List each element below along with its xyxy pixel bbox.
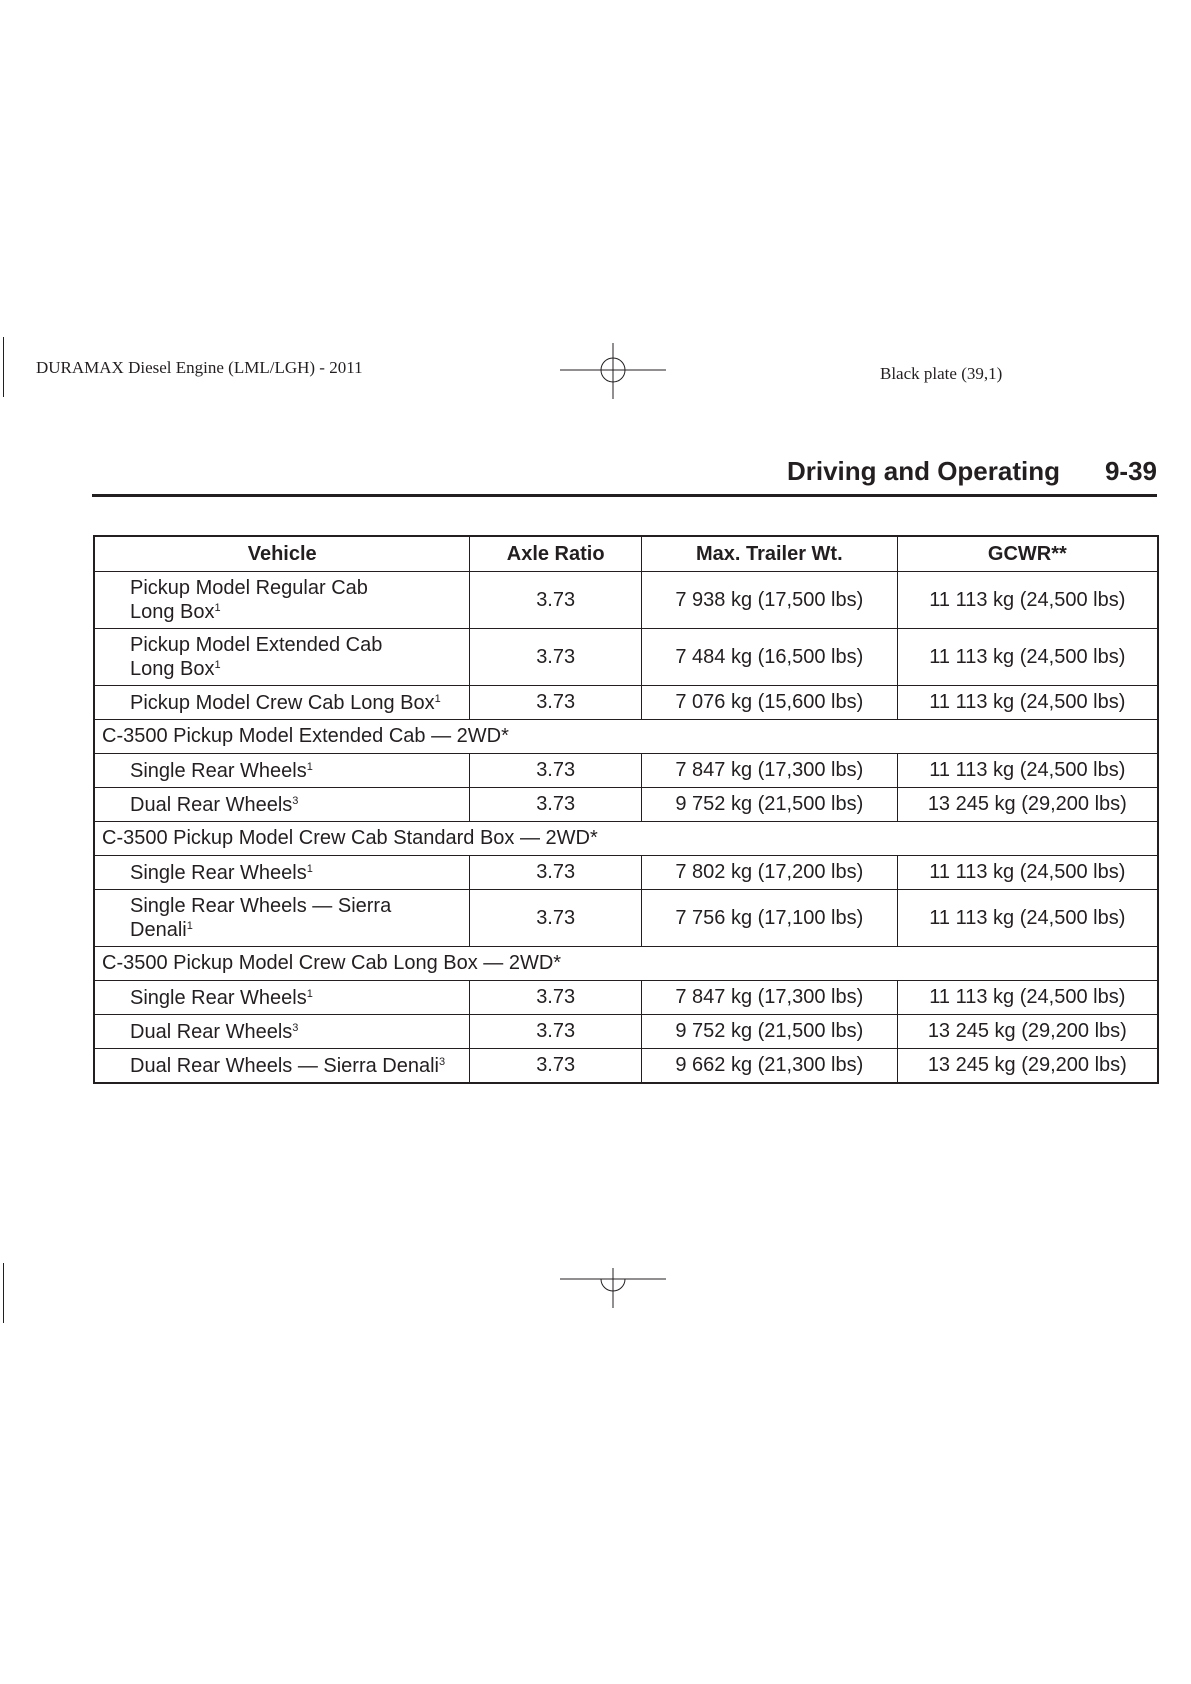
gcwr-cell: 11 113 kg (24,500 lbs) <box>897 890 1158 947</box>
trailer-weight-cell: 9 662 kg (21,300 lbs) <box>641 1049 897 1084</box>
table-row <box>94 856 1158 890</box>
table-row <box>94 981 1158 1015</box>
axle-ratio-cell: 3.73 <box>470 856 642 890</box>
table-header-row <box>94 536 1158 572</box>
section-title: Driving and Operating <box>786 456 1060 486</box>
trailer-weight-cell: 9 752 kg (21,500 lbs) <box>641 1015 897 1049</box>
axle-ratio-cell: 3.73 <box>470 1049 642 1084</box>
group-label: C-3500 Pickup Model Extended Cab — 2WD* <box>94 720 1158 754</box>
trailer-weight-cell: 7 756 kg (17,100 lbs) <box>641 890 897 947</box>
vehicle-cell: Single Rear Wheels$^1$ <box>94 981 470 1015</box>
vehicle-cell: Dual Rear Wheels$^3$ <box>94 788 470 822</box>
gcwr-cell: 11 113 kg (24,500 lbs) <box>897 856 1158 890</box>
trailer-weight-cell: 7 847 kg (17,300 lbs) <box>641 754 897 788</box>
footnote-marker: 3 <box>292 794 299 807</box>
vehicle-cell: Dual Rear Wheels — Sierra Denali$^3$ <box>94 1049 470 1084</box>
gcwr-cell: 13 245 kg (29,200 lbs) <box>897 1049 1158 1084</box>
trailer-weight-cell: 7 484 kg (16,500 lbs) <box>641 629 897 686</box>
vehicle-cell: Single Rear Wheels$^1$ <box>94 856 470 890</box>
trailer-weight-cell: 7 847 kg (17,300 lbs) <box>641 981 897 1015</box>
column-header-axle-ratio: Axle Ratio <box>470 536 642 572</box>
trailer-weight-cell: 7 802 kg (17,200 lbs) <box>641 856 897 890</box>
table-group-row <box>94 947 1158 981</box>
table-row <box>94 1015 1158 1049</box>
table-row <box>94 788 1158 822</box>
axle-ratio-cell: 3.73 <box>470 788 642 822</box>
table-group-row <box>94 720 1158 754</box>
table-row <box>94 754 1158 788</box>
axle-ratio-cell: 3.73 <box>470 1015 642 1049</box>
trailer-weight-cell: 7 938 kg (17,500 lbs) <box>641 572 897 629</box>
gcwr-cell: 11 113 kg (24,500 lbs) <box>897 572 1158 629</box>
table-row <box>94 890 1158 947</box>
table-row <box>94 629 1158 686</box>
towing-capacity-table <box>93 535 1159 1084</box>
footnote-marker: 1 <box>306 862 313 875</box>
printer-slug-right: Black plate (39,1) <box>880 364 1003 383</box>
axle-ratio-cell: 3.73 <box>470 629 642 686</box>
axle-ratio-cell: 3.73 <box>470 686 642 720</box>
gcwr-cell: 11 113 kg (24,500 lbs) <box>897 981 1158 1015</box>
table-row <box>94 1049 1158 1084</box>
axle-ratio-cell: 3.73 <box>470 981 642 1015</box>
vehicle-cell: Dual Rear Wheels$^3$ <box>94 1015 470 1049</box>
gcwr-cell: 11 113 kg (24,500 lbs) <box>897 629 1158 686</box>
table-row <box>94 572 1158 629</box>
footnote-marker: 3 <box>439 1055 446 1068</box>
page-header <box>92 450 1157 497</box>
axle-ratio-cell: 3.73 <box>470 754 642 788</box>
table-row <box>94 686 1158 720</box>
registration-mark-top <box>560 343 666 399</box>
footnote-marker: 1 <box>186 920 193 932</box>
vehicle-cell: Pickup Model Extended Cab Long Box$^1$ <box>94 629 470 686</box>
gcwr-cell: 13 245 kg (29,200 lbs) <box>897 1015 1158 1049</box>
footnote-marker: 1 <box>214 602 221 614</box>
registration-mark-bottom <box>560 1268 666 1308</box>
page-number: 9-39 <box>1104 456 1157 486</box>
vehicle-cell: Pickup Model Regular Cab Long Box$^1$ <box>94 572 470 629</box>
column-header-max-trailer-wt: Max. Trailer Wt. <box>641 536 897 572</box>
axle-ratio-cell: 3.73 <box>470 572 642 629</box>
gcwr-cell: 11 113 kg (24,500 lbs) <box>897 754 1158 788</box>
table-group-row <box>94 822 1158 856</box>
trailer-weight-cell: 7 076 kg (15,600 lbs) <box>641 686 897 720</box>
column-header-gcwr: GCWR** <box>897 536 1158 572</box>
gcwr-cell: 11 113 kg (24,500 lbs) <box>897 686 1158 720</box>
crop-mark-top-left <box>3 337 4 397</box>
footnote-marker: 1 <box>434 692 441 705</box>
footnote-marker: 1 <box>306 987 313 1000</box>
column-header-vehicle: Vehicle <box>94 536 470 572</box>
axle-ratio-cell: 3.73 <box>470 890 642 947</box>
footnote-marker: 3 <box>292 1021 299 1034</box>
group-label: C-3500 Pickup Model Crew Cab Long Box — 2WD* <box>94 947 1158 981</box>
trailer-weight-cell: 9 752 kg (21,500 lbs) <box>641 788 897 822</box>
vehicle-cell: Single Rear Wheels — Sierra Denali$^1$ <box>94 890 470 947</box>
crop-mark-bottom-left <box>3 1263 4 1323</box>
printer-slug-left: DURAMAX Diesel Engine (LML/LGH) - 2011 <box>36 358 363 377</box>
footnote-marker: 1 <box>306 760 313 773</box>
group-label: C-3500 Pickup Model Crew Cab Standard Box — 2WD* <box>94 822 1158 856</box>
footnote-marker: 1 <box>214 659 221 671</box>
vehicle-cell: Single Rear Wheels$^1$ <box>94 754 470 788</box>
gcwr-cell: 13 245 kg (29,200 lbs) <box>897 788 1158 822</box>
vehicle-cell: Pickup Model Crew Cab Long Box$^1$ <box>94 686 470 720</box>
